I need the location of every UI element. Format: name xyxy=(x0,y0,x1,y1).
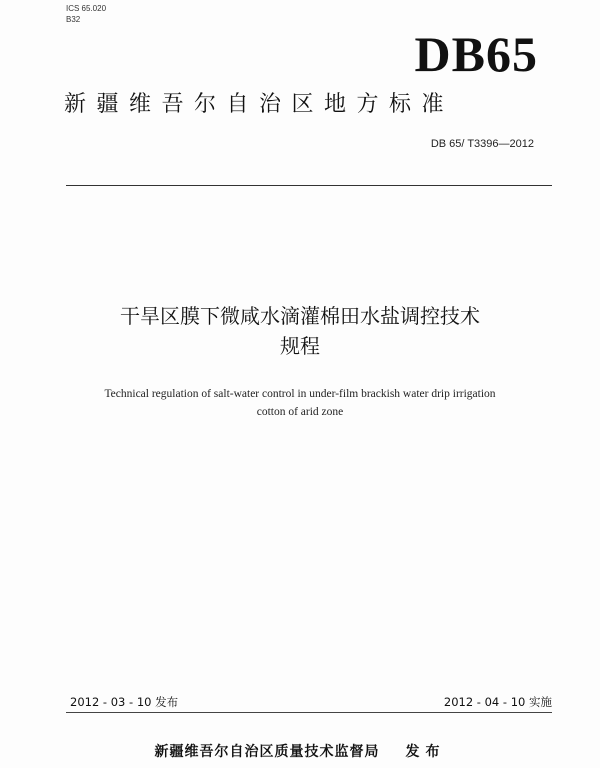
issuer-line xyxy=(0,742,600,762)
english-title-line-2: cotton of arid zone xyxy=(256,406,344,418)
dates-divider xyxy=(66,712,552,713)
chinese-title-line-2: 规程 xyxy=(280,334,320,358)
chinese-title xyxy=(40,301,560,361)
effective-date: 2012 - 04 - 10 实施 xyxy=(443,695,552,709)
chinese-title-line-1: 干旱区膜下微咸水滴灌棉田水盐调控技术 xyxy=(120,304,480,328)
ics-code: ICS 65.020 xyxy=(66,4,107,13)
english-title xyxy=(40,385,560,421)
standard-type: 新疆维吾尔自治区地方标准 xyxy=(64,92,455,117)
ccs-code: B32 xyxy=(66,15,81,24)
issuing-authority: 新疆维吾尔自治区质量技术监督局 xyxy=(154,744,380,760)
english-title-line-1: Technical regulation of salt-water control in under-film brackish water drip irrigation xyxy=(104,388,496,400)
standard-number: DB 65/ T3396—2012 xyxy=(430,138,534,150)
issue-date: 2012 - 03 - 10 发布 xyxy=(70,695,179,709)
issue-action: 发布 xyxy=(405,744,446,760)
standard-mark: DB65 xyxy=(414,26,538,82)
header-divider xyxy=(66,185,552,186)
